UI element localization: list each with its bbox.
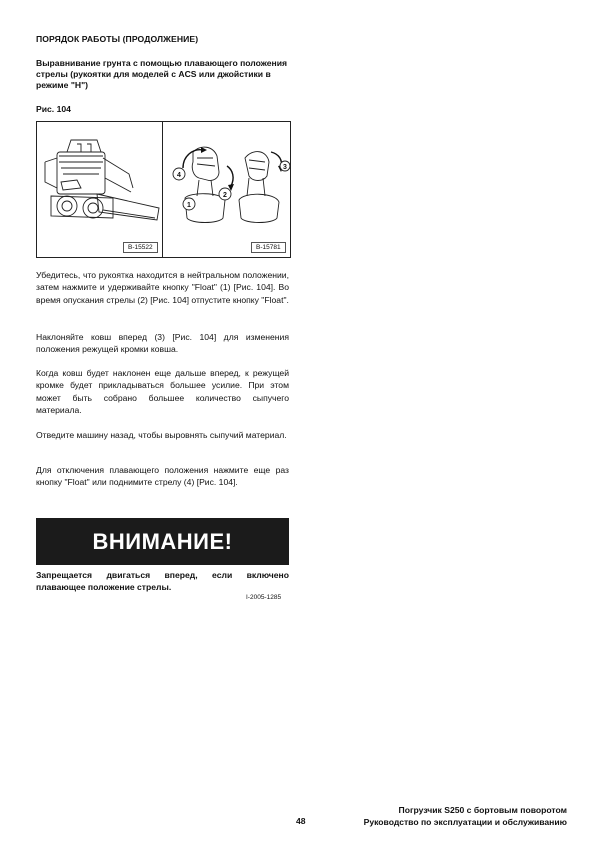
paragraph-4: Отведите машину назад, чтобы выровнять сыпучий материал. [36,430,287,440]
warning-code: I-2005-1285 [246,594,282,601]
callout-4: 4 [177,172,181,179]
figure-code-right: B-15781 [251,242,286,253]
callout-3: 3 [283,164,287,171]
section-title: ПОРЯДОК РАБОТЫ (ПРОДОЛЖЕНИЕ) [36,34,199,44]
page-number: 48 [296,816,306,826]
callout-1: 1 [187,202,191,209]
figure-label: Рис. 104 [36,104,71,114]
paragraph-1: Убедитесь, что рукоятка находится в нейтральном положении, затем нажмите и удерживайте кнопку "Float" (1) [Рис. 104]. Во время опускания стрелы (2) [Рис. 104] отпустите кнопку "Float". [36,270,289,305]
figure-code-left: B-15522 [123,242,158,253]
figure-104 [36,121,291,258]
callout-2: 2 [223,192,227,199]
subsection-title: Выравнивание грунта с помощью плавающего положения стрелы (рукоятки для моделей с ACS или джойстики в режиме "Н") [36,58,288,90]
joystick-illustration [163,122,290,257]
loader-illustration [37,122,162,257]
paragraph-5: Для отключения плавающего положения нажмите еще раз кнопку "Float" или поднимите стрелу (4) [Рис. 104]. [36,465,289,488]
paragraph-2: Наклоняйте ковш вперед (3) [Рис. 104] для изменения положения режущей кромки ковша. [36,332,289,355]
paragraph-3: Когда ковш будет наклонен еще дальше вперед, к режущей кромке будет прикладываться большее усилие. При этом может быть собрано большее количество сыпучего материала. [36,368,289,416]
footer-title-line2: Руководство по эксплуатации и обслуживанию [363,817,567,827]
warning-banner: ВНИМАНИЕ! [36,518,289,565]
footer-title-line1: Погрузчик S250 с бортовым поворотом [398,805,567,815]
warning-text: Запрещается двигаться вперед, если включено плавающее положение стрелы. [36,570,289,592]
